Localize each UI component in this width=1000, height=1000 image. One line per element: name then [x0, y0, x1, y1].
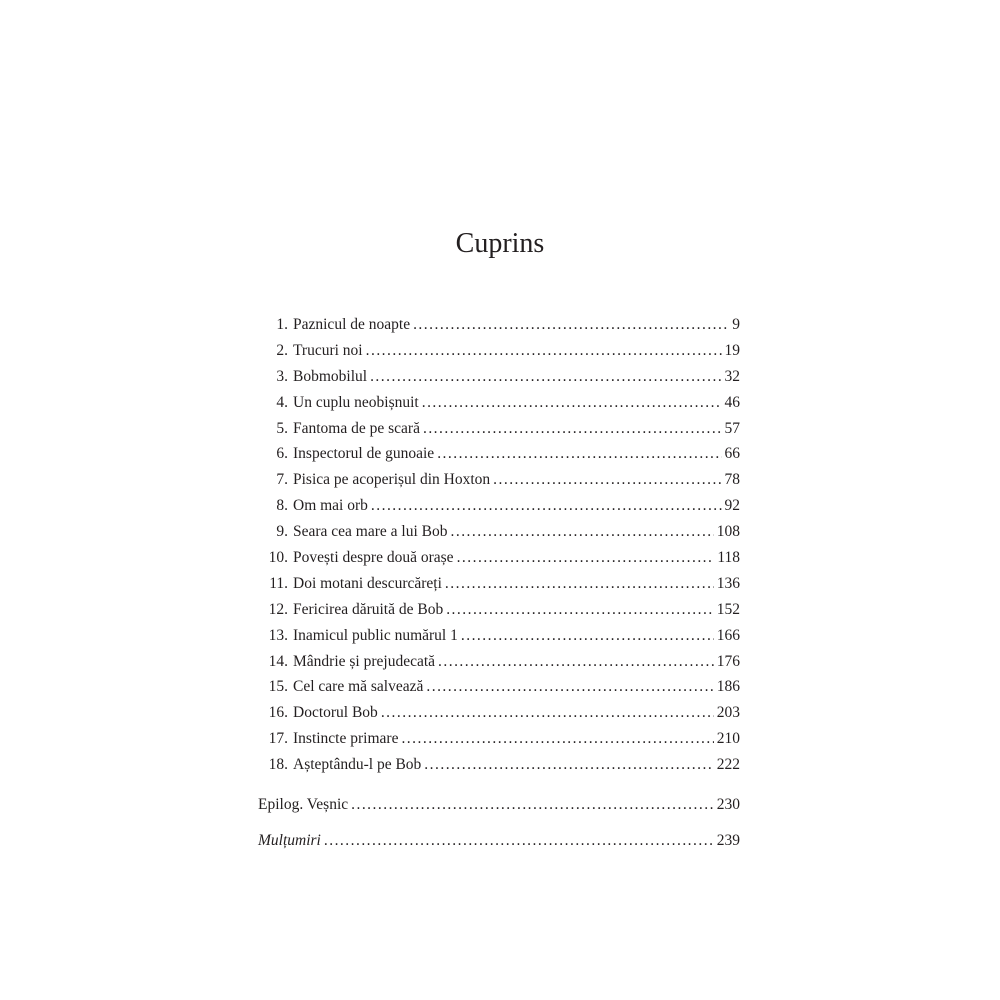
chapter-title: Povești despre două orașe — [293, 549, 454, 567]
toc-row — [258, 597, 740, 623]
dot-leader — [381, 700, 714, 726]
page-number: 166 — [716, 626, 740, 644]
chapter-title: Bobmobilul — [293, 367, 368, 385]
chapter-title: Om mai orb — [293, 497, 368, 515]
chapter-title: Instincte primare — [293, 730, 399, 748]
chapter-number: 14. — [268, 652, 288, 670]
chapter-number: 10. — [268, 549, 288, 567]
epilogue-title: Epilog. Veșnic — [258, 796, 349, 814]
toc-row — [258, 571, 740, 597]
dot-leader — [446, 597, 714, 623]
dot-leader — [424, 752, 713, 778]
dot-leader — [366, 338, 722, 364]
chapter-number: 1. — [276, 316, 288, 333]
page-number: 108 — [716, 523, 740, 541]
toc-row — [258, 364, 740, 390]
chapter-title: Un cuplu neobișnuit — [293, 393, 419, 411]
chapter-title: Mândrie și prejudecată — [293, 652, 436, 670]
page-number: 57 — [724, 419, 740, 437]
dot-leader — [437, 441, 721, 467]
chapter-title: Fericirea dăruită de Bob — [293, 600, 444, 618]
page-number: 239 — [716, 831, 740, 849]
toc-row — [258, 338, 740, 364]
chapter-title: Trucuri noi — [293, 341, 363, 359]
chapter-title: Așteptându-l pe Bob — [293, 756, 422, 774]
chapter-number: 18. — [268, 756, 288, 774]
chapter-number: 4. — [276, 393, 288, 411]
dot-leader — [351, 792, 714, 818]
toc-row — [258, 545, 740, 571]
chapter-number: 7. — [276, 471, 288, 489]
dot-leader — [413, 312, 729, 338]
page-number: 32 — [724, 367, 740, 385]
page-number: 176 — [716, 652, 740, 670]
page-number: 136 — [716, 574, 740, 592]
page-number: 46 — [724, 393, 740, 411]
toc-row — [258, 416, 740, 442]
chapter-number: 2. — [276, 341, 288, 359]
chapter-title: Pisica pe acoperișul din Hoxton — [293, 471, 491, 489]
page-number: 186 — [716, 678, 740, 696]
dot-leader — [324, 828, 714, 854]
chapter-number: 16. — [268, 704, 288, 722]
chapter-title: Paznicul de noapte — [293, 316, 411, 333]
dot-leader — [493, 467, 721, 493]
toc-row — [258, 649, 740, 675]
dot-leader — [370, 364, 721, 390]
dot-leader — [401, 726, 713, 752]
dot-leader — [457, 545, 715, 571]
dot-leader — [426, 674, 713, 700]
acknowledgements-title: Mulțumiri — [258, 831, 321, 849]
page-number: 66 — [724, 445, 740, 463]
chapter-title: Seara cea mare a lui Bob — [293, 523, 448, 541]
page-number: 203 — [716, 704, 740, 722]
page-number: 118 — [717, 549, 740, 567]
page-number: 92 — [724, 497, 740, 515]
table-of-contents — [258, 312, 740, 854]
toc-row — [258, 752, 740, 778]
page-number: 78 — [724, 471, 740, 489]
dot-leader — [461, 623, 714, 649]
toc-row — [258, 312, 740, 338]
toc-row — [258, 467, 740, 493]
dot-leader — [423, 416, 722, 442]
dot-leader — [438, 649, 714, 675]
page-number: 19 — [724, 341, 740, 359]
toc-row — [258, 623, 740, 649]
dot-leader — [422, 390, 722, 416]
chapter-number: 6. — [276, 445, 288, 463]
toc-row — [258, 726, 740, 752]
toc-row — [258, 700, 740, 726]
chapter-number: 8. — [276, 497, 288, 515]
toc-row — [258, 519, 740, 545]
chapter-title: Doctorul Bob — [293, 704, 378, 722]
chapter-number: 11. — [269, 574, 288, 592]
page-number: 222 — [716, 756, 740, 774]
chapter-title: Fantoma de pe scară — [293, 419, 420, 437]
page-number: 9 — [732, 316, 740, 333]
page-number: 152 — [716, 600, 740, 618]
toc-row — [258, 493, 740, 519]
chapter-number: 12. — [268, 600, 288, 618]
chapter-number: 5. — [276, 419, 288, 437]
page-number: 210 — [716, 730, 740, 748]
chapter-title: Inspectorul de gunoaie — [293, 445, 435, 463]
dot-leader — [451, 519, 714, 545]
chapter-number: 9. — [276, 523, 288, 541]
page-number: 230 — [716, 796, 740, 814]
page-title: Cuprins — [455, 228, 545, 259]
toc-row — [258, 674, 740, 700]
chapter-title: Doi motani descurcăreți — [293, 574, 442, 592]
dot-leader — [445, 571, 714, 597]
chapter-number: 17. — [268, 730, 288, 748]
chapter-number: 13. — [268, 626, 288, 644]
chapter-title: Cel care mă salvează — [293, 678, 424, 696]
toc-row — [258, 390, 740, 416]
toc-row-acknowledgements — [258, 828, 740, 854]
dot-leader — [371, 493, 722, 519]
toc-row-epilogue — [258, 792, 740, 818]
toc-row — [258, 441, 740, 467]
chapter-number: 3. — [276, 367, 288, 385]
chapter-number: 15. — [268, 678, 288, 696]
chapter-title: Inamicul public numărul 1 — [293, 626, 458, 644]
